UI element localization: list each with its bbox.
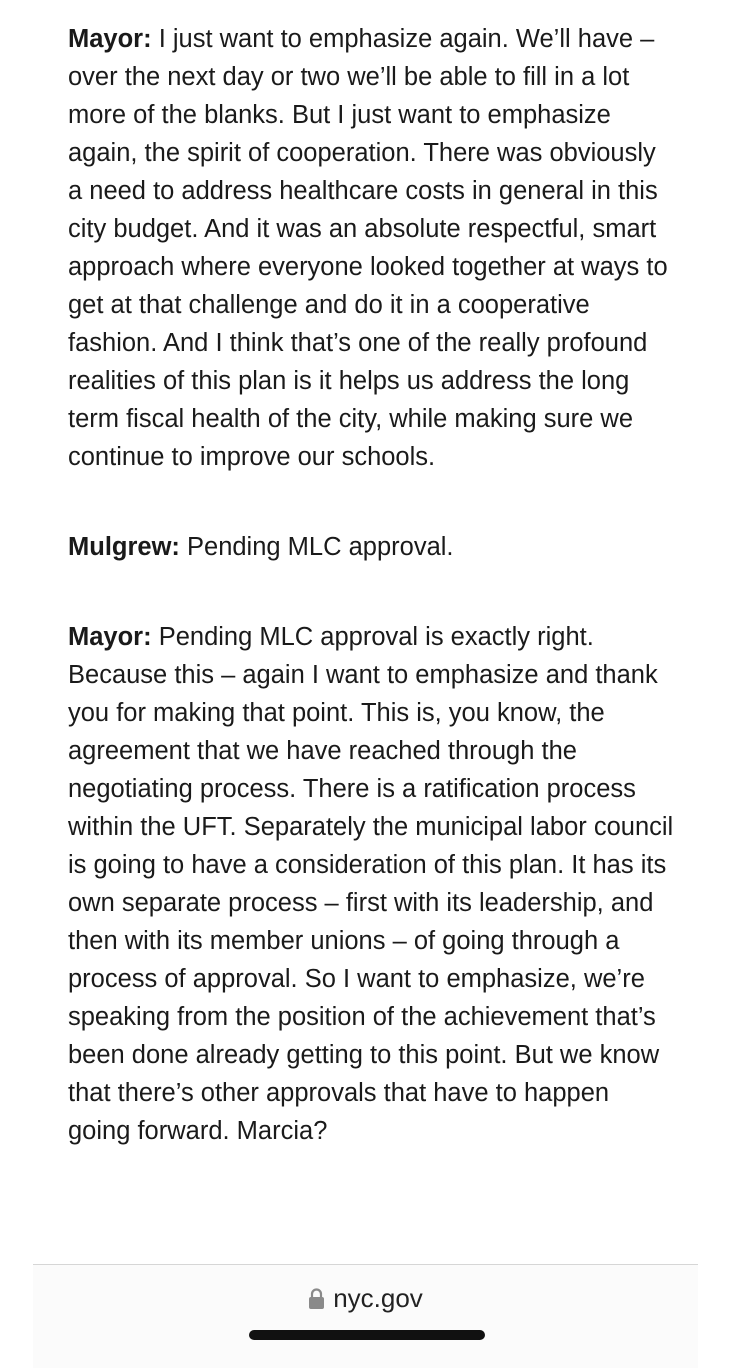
transcript-article <box>68 20 676 1202</box>
home-indicator[interactable] <box>249 1330 485 1340</box>
paragraph-text: Pending MLC approval is exactly right. Because this – again I want to emphasize and thank you for making that point. This is, you know, the agreement that we have reached through the negotiating process. There is a ratification process within the UFT. Separately the municipal labor council is going to have a consideration of this plan. It has its own separate process – first with its leadership, and then with its member unions – of going through a process of approval. So I want to emphasize, we’re speaking from the position of the achievement that’s been done already getting to this point. But we know that there’s other approvals that have to happen going forward. Marcia? <box>68 623 674 1145</box>
paragraph-text: Pending MLC approval. <box>179 533 454 561</box>
url-text: nyc.gov <box>333 1283 423 1313</box>
speaker-name: Mayor: <box>68 623 152 651</box>
speaker-name: Mulgrew: <box>68 533 180 561</box>
browser-bottom-bar <box>33 1264 698 1368</box>
transcript-paragraph-mayor-1 <box>68 20 676 476</box>
speaker-name: Mayor: <box>68 25 152 53</box>
paragraph-text: I just want to emphasize again. We’ll have – over the next day or two we’ll be able to fill in a lot more of the blanks. But I just want to emphasize again, the spirit of cooperation. There was obviously a need to address healthcare costs in general in this city budget. And it was an absolute respectful, smart approach where everyone looked together at ways to get at that challenge and do it in a cooperative fashion. And I think that’s one of the really profound realities of this plan is it helps us address the long term fiscal health of the city, while making sure we continue to improve our schools. <box>68 25 668 471</box>
transcript-paragraph-mulgrew <box>68 528 676 566</box>
transcript-paragraph-mayor-2 <box>68 618 676 1150</box>
address-bar[interactable] <box>33 1283 698 1314</box>
lock-icon <box>308 1288 325 1310</box>
